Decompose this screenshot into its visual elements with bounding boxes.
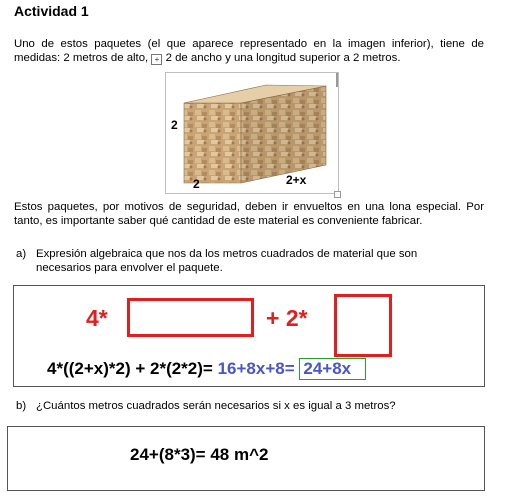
box-front-face <box>184 103 241 183</box>
height-label: 2 <box>171 118 178 132</box>
intro-text: Uno de estos paquetes (el que aparece representado en la imagen inferior), tiene de medidas: 2 metros de alto, <box>14 38 484 64</box>
width-label: 2 <box>193 177 200 191</box>
question-b-text: ¿Cuántos metros cuadrados serán necesarios si x es igual a 3 metros? <box>36 400 396 412</box>
question-b-marker: b) <box>16 400 27 412</box>
resize-handle <box>334 191 341 198</box>
length-label: 2+x <box>286 173 307 187</box>
answer-a-expression <box>47 358 366 380</box>
question-a-marker: a) <box>16 248 27 260</box>
question-b <box>16 400 396 412</box>
context-paragraph: Estos paquetes, por motivos de seguridad, deben ir envueltos en una lona especial. Por tanto, es importante saber qué cantidad de este material es conveniente fabricar. <box>14 201 484 227</box>
answer-b-expression: 24+(8*3)= 48 m^2 <box>130 445 269 464</box>
term2-coefficient: + 2* <box>266 305 308 331</box>
term2-blank-box <box>334 294 392 357</box>
expanded-expression: 16+8x+8= <box>217 359 295 378</box>
intro-paragraph <box>14 38 484 65</box>
answer-b-box <box>7 426 485 491</box>
box-drawing <box>166 73 338 193</box>
question-a <box>16 248 418 274</box>
expression-text: 4*((2+x)*2) + 2*(2*2)= <box>47 359 213 378</box>
question-a-text: Expresión algebraica que nos da los metros cuadrados de material que son necesarios para envolver el paquete. <box>36 248 418 274</box>
answer-a-box <box>13 285 485 387</box>
intro-text-tail: 2 de ancho y una longitud superior a 2 metros. <box>165 51 401 64</box>
term1-coefficient: 4* <box>86 305 108 331</box>
term1-blank-box <box>127 298 254 337</box>
anchor-icon: + <box>151 54 162 65</box>
activity-title: Actividad 1 <box>14 3 89 19</box>
package-figure <box>165 72 339 194</box>
simplified-expression: 24+8x <box>299 358 366 380</box>
